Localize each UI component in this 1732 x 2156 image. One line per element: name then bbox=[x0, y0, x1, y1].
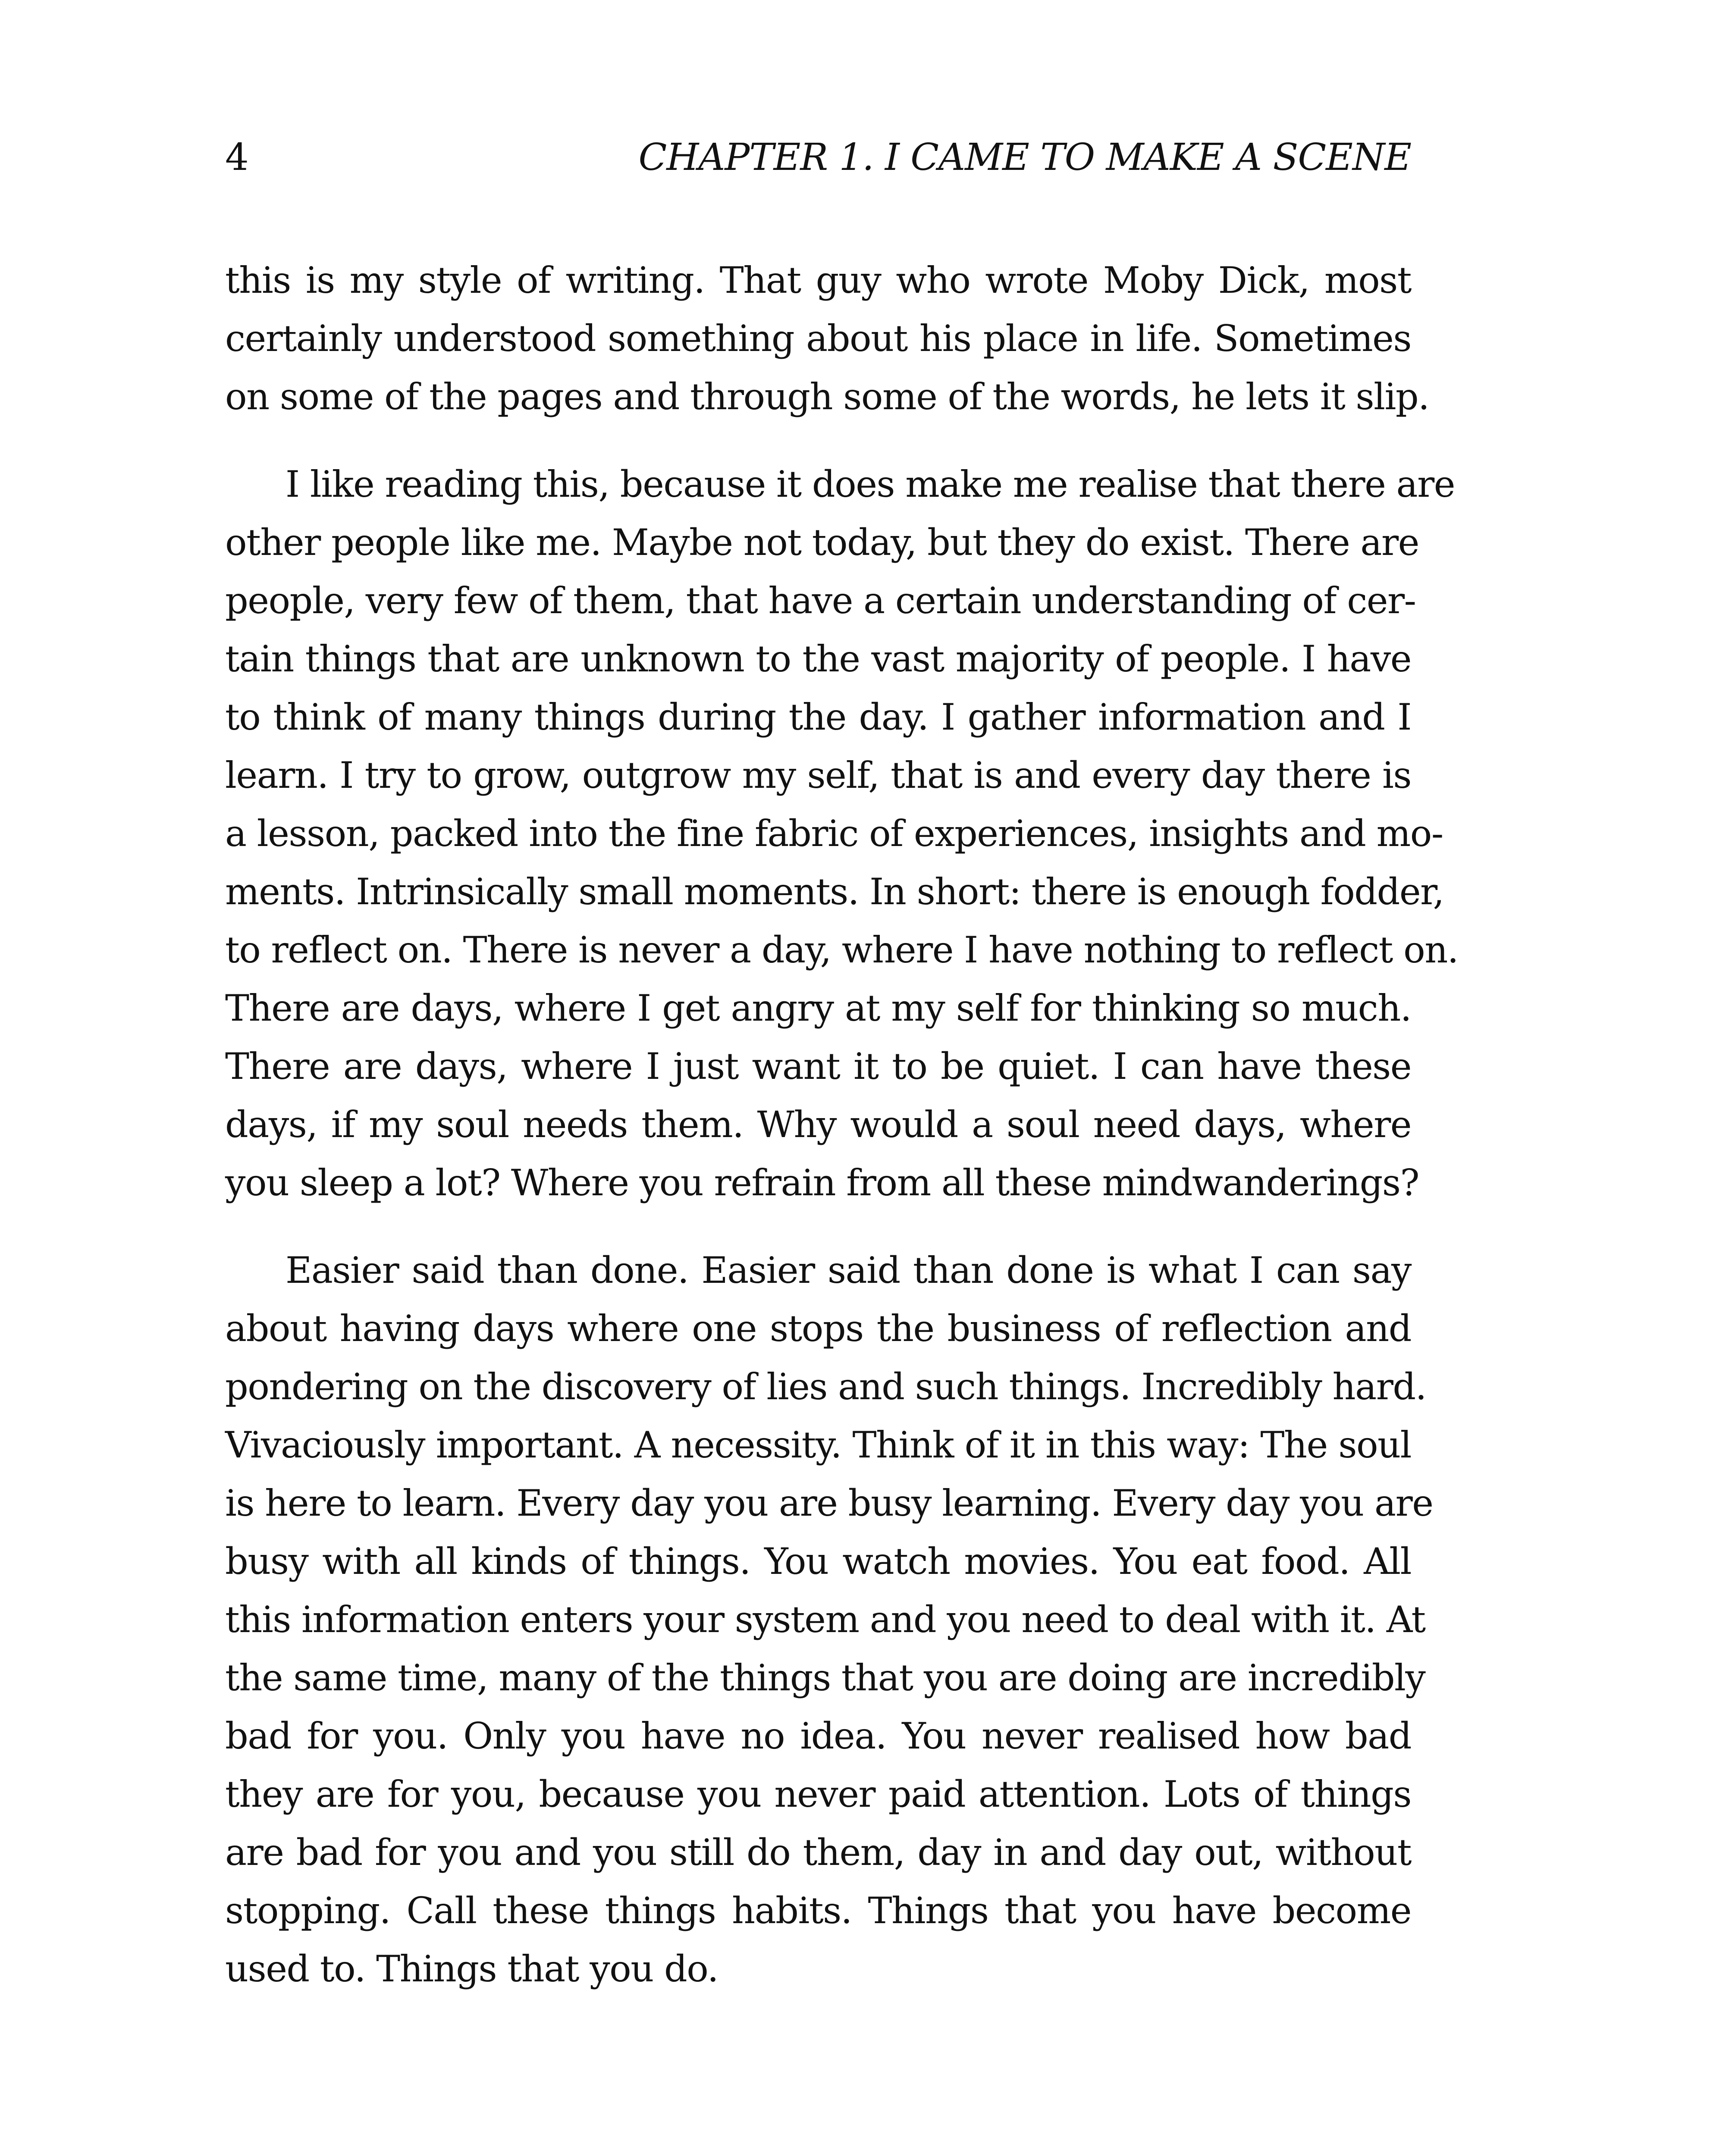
text-line: There are days, where I just want it to be quiet. I can have these bbox=[225, 1045, 1411, 1087]
text-line: they are for you, because you never paid attention. Lots of things bbox=[225, 1773, 1411, 1815]
text-line: this information enters your system and you need to deal with it. At bbox=[225, 1598, 1425, 1641]
text-line: days, if my soul needs them. Why would a soul need days, where bbox=[225, 1103, 1411, 1146]
text-line: stopping. Call these things habits. Things that you have become bbox=[225, 1890, 1411, 1932]
paragraph bbox=[225, 251, 1429, 426]
paragraph bbox=[225, 455, 1458, 1212]
body-text bbox=[225, 251, 1458, 1998]
text-line: certainly understood something about his place in life. Sometimes bbox=[225, 317, 1411, 360]
text-line: Vivaciously important. A necessity. Think of it in this way: The soul bbox=[225, 1424, 1411, 1466]
text-line: a lesson, packed into the fine fabric of experiences, insights and mo- bbox=[225, 812, 1443, 855]
text-line: used to. Things that you do. bbox=[225, 1948, 719, 1990]
text-line: are bad for you and you still do them, day in and day out, without bbox=[225, 1831, 1411, 1874]
text-line: I like reading this, because it does make me realise that there are bbox=[286, 463, 1455, 505]
running-title: CHAPTER 1. I CAME TO MAKE A SCENE bbox=[638, 136, 1411, 179]
text-line: busy with all kinds of things. You watch movies. You eat food. All bbox=[225, 1540, 1411, 1583]
paragraph bbox=[225, 1241, 1433, 1998]
text-line: ments. Intrinsically small moments. In short: there is enough fodder, bbox=[225, 871, 1444, 913]
page-header bbox=[225, 129, 1411, 185]
text-line: is here to learn. Every day you are busy learning. Every day you are bbox=[225, 1482, 1433, 1524]
text-line: this is my style of writing. That guy who wrote Moby Dick, most bbox=[225, 259, 1411, 301]
text-line: tain things that are unknown to the vast majority of people. I have bbox=[225, 638, 1411, 680]
text-line: to think of many things during the day. I gather information and I bbox=[225, 696, 1411, 738]
text-line: to reflect on. There is never a day, where I have nothing to reflect on. bbox=[225, 929, 1458, 971]
text-line: on some of the pages and through some of the words, he lets it slip. bbox=[225, 376, 1429, 418]
text-line: the same time, many of the things that you are doing are incredibly bbox=[225, 1657, 1425, 1699]
text-line: Easier said than done. Easier said than done is what I can say bbox=[286, 1249, 1411, 1291]
text-line: you sleep a lot? Where you refrain from all these mindwanderings? bbox=[225, 1162, 1419, 1204]
text-line: bad for you. Only you have no idea. You never realised how bad bbox=[225, 1715, 1411, 1757]
text-line: about having days where one stops the business of reflection and bbox=[225, 1307, 1411, 1350]
page-number: 4 bbox=[225, 136, 249, 179]
text-line: learn. I try to grow, outgrow my self, that is and every day there is bbox=[225, 754, 1411, 796]
text-line: There are days, where I get angry at my self for thinking so much. bbox=[225, 987, 1411, 1029]
text-line: other people like me. Maybe not today, but they do exist. There are bbox=[225, 521, 1419, 564]
text-line: pondering on the discovery of lies and such things. Incredibly hard. bbox=[225, 1366, 1426, 1408]
text-line: people, very few of them, that have a certain understanding of cer- bbox=[225, 580, 1416, 622]
